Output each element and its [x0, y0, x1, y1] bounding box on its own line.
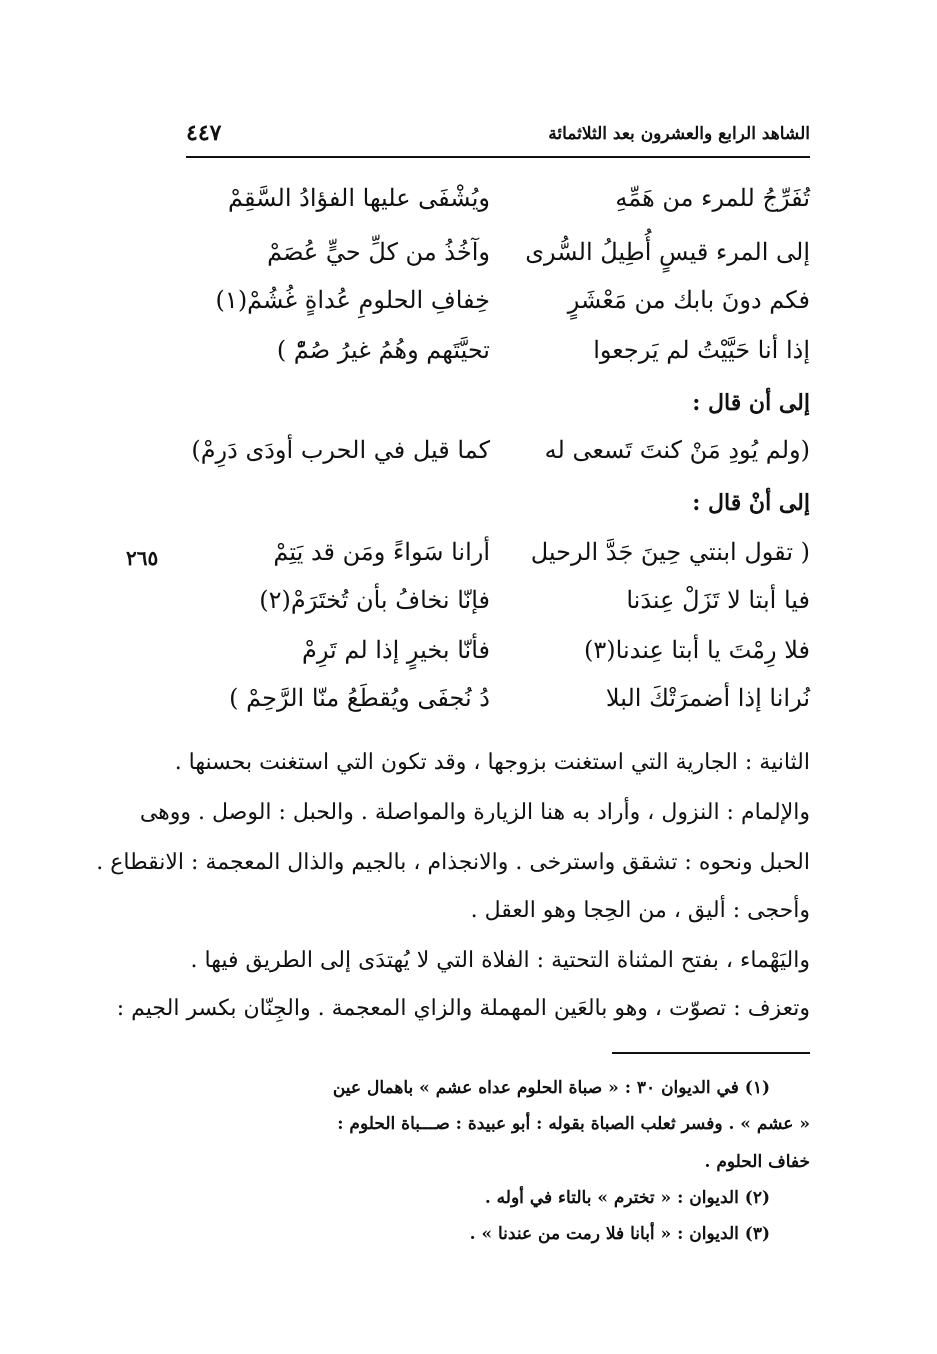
verse-second-hemistich: خِفافِ الحلومِ عُداةٍ غُشُمْ(١) [215, 286, 490, 314]
verse-line [190, 586, 810, 638]
footnote-line: « عشم » . وفسر ثعلب الصباة بقوله : أبو عبيدة : صـــباة الحلوم : [337, 1114, 810, 1134]
footnote-line: خفاف الحلوم . [704, 1152, 810, 1172]
verse-line [190, 336, 810, 388]
header-rule [186, 156, 810, 158]
verse-second-hemistich: دُ نُجفَى ويُقطَعُ منّا الرَّحِمْ ) [229, 684, 490, 712]
transition-text: إلى أن قال : [692, 390, 810, 416]
verse-second-hemistich: ويُشْفَى عليها الفؤادُ السَّقِمْ [228, 184, 490, 212]
verse-line [190, 238, 810, 290]
verse-first-hemistich: إلى المرء قيسٍ أُطِيلُ السُّرى [525, 238, 810, 266]
verse-first-hemistich: فكم دونَ بابك من مَعْشَرٍ [567, 286, 810, 314]
verse-first-hemistich: (ولم يُودِ مَنْ كنتَ تَسعى له [544, 436, 810, 464]
commentary-line: والإلمام : النزول ، وأراد به هنا الزيارة والمواصلة . والحبل : الوصل . ووهى [139, 800, 810, 825]
running-title: الشاهد الرابع والعشرون بعد الثلاثمائة [548, 124, 810, 144]
footnote-line: (٢) الديوان : « تخترم » بالتاء في أوله . [484, 1188, 770, 1208]
verse-second-hemistich: تحيَّتَهم وهُمُ غيرُ صُمّْ ) [276, 336, 490, 364]
page-header [186, 118, 810, 158]
verse-line [190, 436, 810, 488]
commentary-line: الثانية : الجارية التي استغنت بزوجها ، وقد تكون التي استغنت بحسنها . [174, 750, 810, 775]
verse-line [190, 636, 810, 688]
margin-number: ٢٦٥ [126, 546, 159, 570]
verse-line [190, 684, 810, 736]
commentary-line: وأحجى : أليق ، من الحِجا وهو العقل . [470, 898, 810, 923]
footnote-line: (١) في الديوان ٣٠ : « صباة الحلوم عداه عشم » باهمال عين [332, 1078, 770, 1098]
verse-first-hemistich: تُفَرِّجُ للمرء من هَمِّهِ [615, 184, 810, 212]
verse-second-hemistich: فأنّا بخيرٍ إذا لم تَرِمْ [301, 636, 490, 664]
verse-second-hemistich: أرانا سَواءً ومَن قد يَتِمْ [273, 538, 490, 566]
commentary-line: الحبل ونحوه : تشقق واسترخى . والانجذام ، بالجيم والذال المعجمة : الانقطاع . [96, 850, 810, 875]
verse-first-hemistich: إذا أنا حَيَّيْتُ لم يَرجعوا [593, 336, 810, 364]
commentary-line: واليَهْماء ، بفتح المثناة التحتية : الفلاة التي لا يُهتدَى إلى الطريق فيها . [190, 948, 810, 973]
verse-line [190, 538, 810, 590]
verse-line [190, 184, 810, 236]
verse-first-hemistich: فيا أبتا لا تَزَلْ عِندَنا [626, 586, 810, 614]
verse-second-hemistich: فإنّا نخافُ بأن تُختَرَمْ(٢) [259, 586, 490, 614]
verse-second-hemistich: كما قيل في الحرب أودَى دَرِمْ) [191, 436, 490, 464]
verse-line [190, 286, 810, 338]
page-number: ٤٤٧ [186, 120, 222, 146]
verse-first-hemistich: نُرانا إذا أضمرَتْكَ البلا [605, 684, 810, 712]
commentary-line: وتعزف : تصوّت ، وهو بالعَين المهملة والزاي المعجمة . والجِنّان بكسر الجيم : [116, 996, 810, 1021]
verse-first-hemistich: فلا رِمْتَ يا أبتا عِندنا(٣) [584, 636, 810, 664]
footnote-line: (٣) الديوان : « أبانا فلا رمت من عندنا » . [469, 1224, 770, 1244]
verse-second-hemistich: وآخُذُ من كلِّ حيٍّ عُصَمْ [267, 238, 490, 266]
verse-first-hemistich: ( تقول ابنتي حِينَ جَدَّ الرحيل [530, 538, 810, 566]
footnote-rule [612, 1052, 810, 1054]
transition-text: إلى أنْ قال : [692, 490, 810, 516]
